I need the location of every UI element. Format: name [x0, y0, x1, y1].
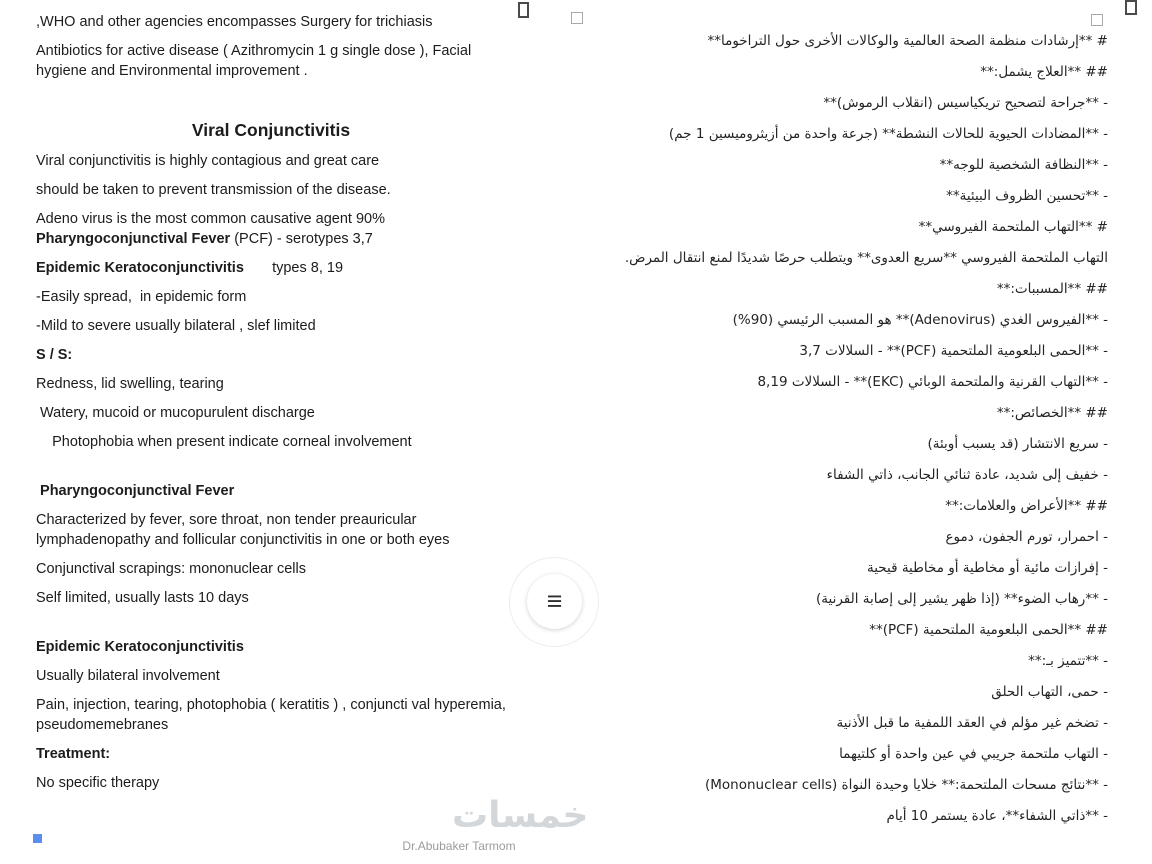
english-text-line	[36, 695, 506, 735]
english-text-line	[36, 432, 506, 452]
english-text-line	[36, 345, 506, 365]
hamburger-menu-icon: ≡	[546, 586, 563, 616]
plain-text-segment: Adeno virus is the most common causative agent 90%	[36, 211, 385, 227]
plain-text-segment: Self limited, usually lasts 10 days	[36, 590, 249, 606]
arabic-text-line: - **الحمى البلعومية الملتحمية (PCF)** - السلالات 3,7	[799, 343, 1108, 359]
english-text-line	[36, 510, 506, 550]
arabic-text-line: - **تحسين الظروف البيئية**	[946, 188, 1108, 204]
plain-text-segment: Photophobia when present indicate corneal involvement	[36, 434, 412, 450]
arabic-translation-panel	[624, 26, 1108, 832]
arabic-text-line: # **التهاب الملتحمة الفيروسي**	[918, 219, 1108, 235]
menu-button[interactable]	[527, 574, 582, 629]
english-text-line	[36, 258, 506, 278]
english-text-line	[36, 588, 506, 608]
plain-text-segment: should be taken to prevent transmission of the disease.	[36, 182, 391, 198]
english-text-line	[36, 316, 506, 336]
english-text-panel	[36, 12, 506, 793]
plain-text-segment: Viral Conjunctivitis	[191, 120, 351, 140]
arabic-text-line: ## **المسببات:**	[996, 281, 1108, 297]
arabic-text-line: - **نتائج مسحات الملتحمة:** خلايا وحيدة النواة (Mononuclear cells)	[704, 777, 1108, 793]
khamsat-watermark: خمسات	[452, 795, 589, 836]
arabic-text-line: - **النظافة الشخصية للوجه**	[939, 157, 1108, 173]
english-text-line	[36, 209, 506, 229]
english-text-line	[36, 773, 506, 793]
plain-text-segment: -Easily spread, in epidemic form	[36, 289, 247, 305]
plain-text-segment: Viral conjunctivitis is highly contagious and great care	[36, 153, 380, 169]
plain-text-segment: Usually bilateral involvement	[36, 668, 220, 684]
english-text-line	[36, 118, 506, 142]
arabic-text-line: - **التهاب القرنية والملتحمة الوبائي (EKC)** - السلالات 8,19	[757, 374, 1108, 390]
arabic-text-line: - **جراحة لتصحيح تريكياسيس (انقلاب الرموش)**	[823, 95, 1108, 111]
arabic-text-line: - حمى، التهاب الحلق	[991, 684, 1108, 700]
arabic-text-line: # **إرشادات منظمة الصحة العالمية والوكالات الأخرى حول التراخوما**	[707, 33, 1108, 49]
arabic-text-line: - **المضادات الحيوية للحالات النشطة** (جرعة واحدة من أزيثروميسين 1 جم)	[668, 126, 1108, 142]
arabic-text-line: - احمرار، تورم الجفون، دموع	[945, 529, 1108, 545]
page-corner-icon	[1125, 0, 1137, 15]
english-text-line	[36, 229, 506, 249]
arabic-text-line: التهاب الملتحمة الفيروسي **سريع العدوى** ويتطلب حرصًا شديدًا لمنع انتقال المرض.	[624, 250, 1108, 266]
selection-handle-icon	[33, 834, 42, 843]
arabic-text-line: - **ذاتي الشفاء**، عادة يستمر 10 أيام	[886, 808, 1108, 824]
arabic-text-line: - تضخم غير مؤلم في العقد اللمفية ما قبل الأذنية	[836, 715, 1108, 731]
page-marker-icon	[571, 12, 583, 24]
english-text-line	[36, 559, 506, 579]
arabic-text-line: - **رهاب الضوء** (إذا ظهر يشير إلى إصابة القرنية)	[816, 591, 1108, 607]
arabic-text-line: ## **الحمى البلعومية الملتحمية (PCF)**	[869, 622, 1108, 638]
bold-text-segment: Epidemic Keratoconjunctivitis	[36, 639, 244, 655]
arabic-text-line: ## **الخصائص:**	[996, 405, 1108, 421]
english-text-line	[36, 12, 506, 32]
plain-text-segment: Pain, injection, tearing, photophobia ( keratitis ) , conjuncti val hyperemia, pseudomemebranes	[36, 697, 506, 733]
page-corner-icon	[518, 2, 529, 18]
plain-text-segment: Antibiotics for active disease ( Azithromycin 1 g single dose ), Facial hygiene and Environmental improvement .	[36, 43, 472, 79]
arabic-text-line: ## **الأعراض والعلامات:**	[945, 498, 1108, 514]
bold-text-segment: S / S:	[36, 347, 73, 363]
plain-text-segment: (PCF) - serotypes 3,7	[230, 231, 373, 247]
english-text-line	[36, 287, 506, 307]
arabic-text-line: - التهاب ملتحمة جريبي في عين واحدة أو كلتيهما	[839, 746, 1108, 762]
plain-text-segment: Watery, mucoid or mucopurulent discharge	[36, 405, 315, 421]
plain-text-segment: No specific therapy	[36, 775, 160, 791]
english-text-line	[36, 374, 506, 394]
arabic-text-line: - **الفيروس الغدي (Adenovirus)** هو المسبب الرئيسي (90%)	[732, 312, 1108, 328]
author-name: Dr.Abubaker Tarmom	[402, 839, 516, 853]
page-marker-icon	[1091, 14, 1103, 26]
plain-text-segment: Characterized by fever, sore throat, non tender preauricular lymphadenopathy and follicular conjunctivitis in one or both eyes	[36, 512, 450, 548]
arabic-text-line: ## **العلاج يشمل:**	[980, 64, 1108, 80]
english-text-line	[36, 41, 506, 81]
plain-text-segment: -Mild to severe usually bilateral , slef limited	[36, 318, 316, 334]
plain-text-segment: Redness, lid swelling, tearing	[36, 376, 224, 392]
plain-text-segment: types 8, 19	[243, 260, 344, 276]
english-text-line	[36, 637, 506, 657]
english-text-line	[36, 403, 506, 423]
english-text-line	[36, 151, 506, 171]
plain-text-segment: ,WHO and other agencies encompasses Surgery for trichiasis	[36, 14, 433, 30]
english-text-line	[36, 481, 506, 501]
english-text-line	[36, 180, 506, 200]
plain-text-segment: Conjunctival scrapings: mononuclear cells	[36, 561, 306, 577]
arabic-text-line: - **تتميز بـ:**	[1028, 653, 1108, 669]
arabic-text-line: - خفيف إلى شديد، عادة ثنائي الجانب، ذاتي الشفاء	[826, 467, 1108, 483]
arabic-text-line: - إفرازات مائية أو مخاطية أو مخاطية قيحية	[866, 560, 1108, 576]
english-text-line	[36, 666, 506, 686]
bold-text-segment: Epidemic Keratoconjunctivitis	[36, 260, 244, 276]
arabic-text-line: - سريع الانتشار (قد يسبب أوبئة)	[927, 436, 1108, 452]
bold-text-segment: Pharyngoconjunctival Fever	[36, 231, 231, 247]
english-text-line	[36, 744, 506, 764]
bold-text-segment: Treatment:	[36, 746, 111, 762]
bold-text-segment: Pharyngoconjunctival Fever	[36, 483, 235, 499]
